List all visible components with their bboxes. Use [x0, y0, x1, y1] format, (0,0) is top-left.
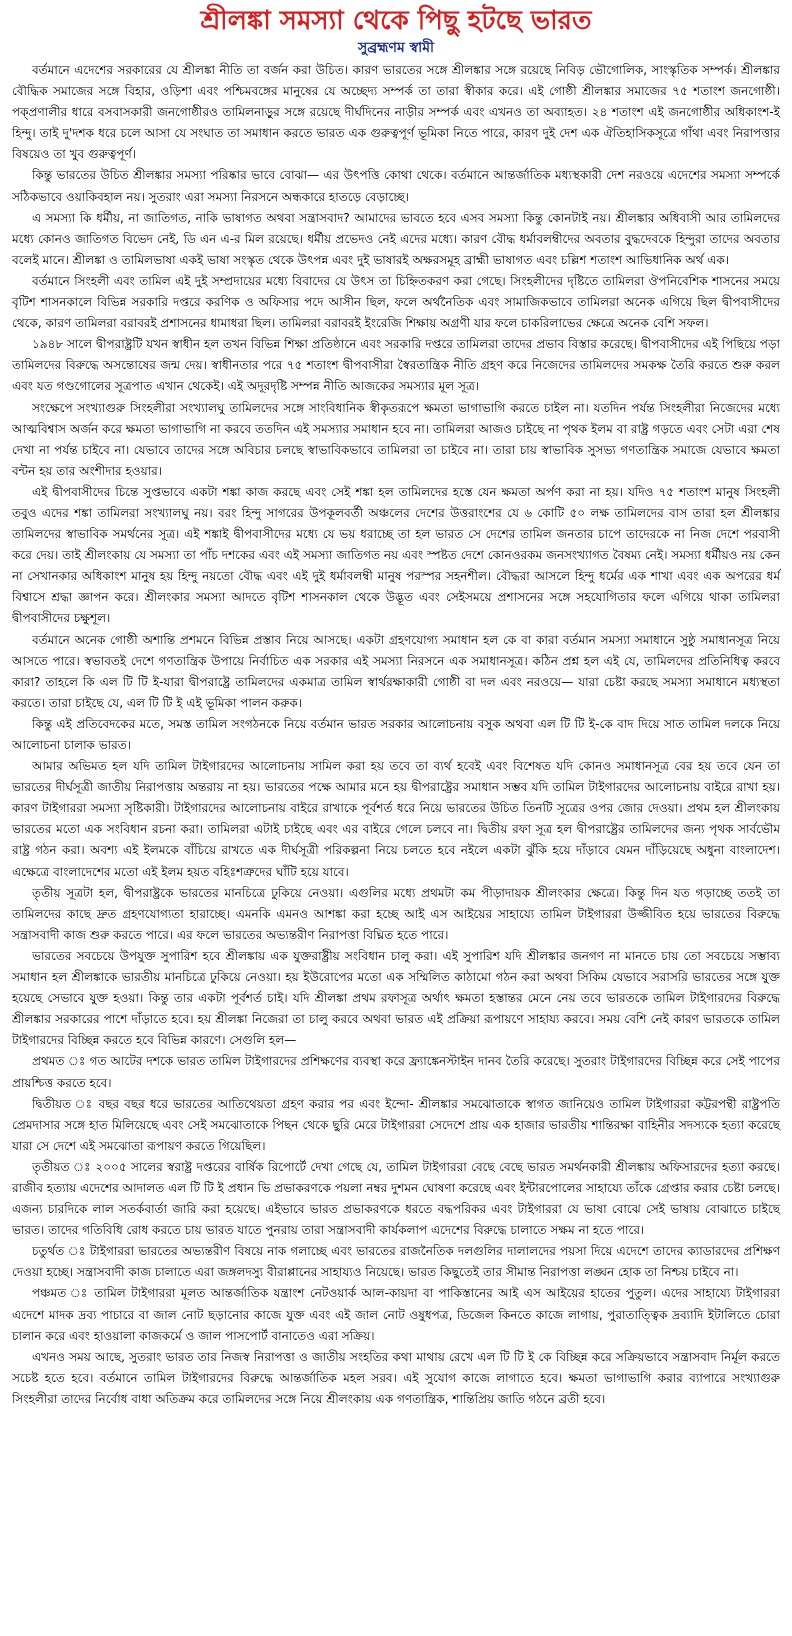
article-paragraph: দ্বিতীয়ত ঃ বছর বছর ধরে ভারতের আতিথেয়তা গ্রহণ করার পর এবং ইন্দো- শ্রীলঙ্কার সমঝোতাকে স্বাগত জানিয়েও তামিল টাইগাররা কট্টরপন্থী রাষ্ট্রপতি প্রেমদাসার সঙ্গে হাত মিলিয়েছে এবং সেই সমঝোতাকে পিছন থেকে ছুরি মেরে টাইগাররা সেদেশে প্রায় এক হাজার ভারতীয় শান্তিরক্ষা বাহিনীর সদস্যকে হত্যা করেছে যারা সে দেশে এই সমঝোতা রূপায়ণ করতে গিয়েছিল।	[12, 1096, 780, 1153]
article-paragraph: প্রথমত ঃ গত আটের দশকে ভারত তামিল টাইগারদের প্রশিক্ষণের ব্যবস্থা করে ফ্র্যাঙ্কেনস্টাইন দানব তৈরি করেছে। সুতরাং টাইগারদের বিচ্ছিন্ন করে সেই পাপের প্রায়শ্চিত্ত করতে হবে।	[12, 1054, 780, 1090]
article-paragraph: তৃতীয়ত ঃ ২০০৫ সালের স্বরাষ্ট্র দপ্তরের বার্ষিক রিপোর্টে দেখা গেছে যে, তামিল টাইগাররা বেছে বেছে ভারত সমর্থনকারী শ্রীলঙ্কায় অফিসারদের হত্যা করছে। রাজীব হত্যায় এদেশের আদালত এল টি টি ই প্রধান ভি প্রভাকরণকে পয়লা নম্বর দুশমন ঘোষণা করেছে এবং ইন্টারপোলের সাহায্যে তাঁকে গ্রেপ্তার করার চেষ্টা চলছে। এজন্য চারদিকে লাল সতর্কবার্তা জারি করা হয়েছে। এইভাবে ভারত প্রভাকরণকে ধরতে বদ্ধপরিকর এবং টাইগাররা যে ভাষা বোঝে সেই ভাষায় বোঝাতে চাইছে ভারত। তাদের গতিবিধি রোধ করতে চায় ভারত যাতে পুনরায় তারা সন্ত্রাসবাদী কার্যকলাপ এদেশের বিরুদ্ধে চালাতে সক্ষম না হতে পারে।	[12, 1159, 780, 1238]
article-paragraph: বর্তমানে এদেশের সরকারের যে শ্রীলঙ্কা নীতি তা বর্জন করা উচিত। কারণ ভারতের সঙ্গে শ্রীলঙ্কার সঙ্গে রয়েছে নিবিড় ভৌগোলিক, সাংস্কৃতিক সম্পর্ক। শ্রীলঙ্কার বৌদ্ধিক সমাজের সঙ্গে বিহার, ওড়িশা এবং পশ্চিমবঙ্গের মানুষের যে অচ্ছেদ্য সম্পর্ক তা তারা স্বীকার করে। এই গোষ্ঠী শ্রীলঙ্কার সমাজের ৭৫ শতাংশ জনগোষ্ঠী। পক্প্রণালীর ধারে বসবাসকারী জনগোষ্ঠীরও তামিলনাড়ুর সঙ্গে রয়েছে দীর্ঘদিনের নাড়ীর সম্পর্ক এবং এখনও তা অব্যাহত। ২৪ শতাংশ এই জনগোষ্ঠীর অধিকাংশ-ই হিন্দু। তাই দু'দশক ধরে চলে আসা যে সংঘাত তা সমাধান করতে ভারত এক গুরুত্বপূর্ণ ভূমিকা নিতে পারে, কারণ দুই দেশ এক ঐতিহাসিকসূত্রে গাঁথা এবং নিরাপত্তার বিষয়েও তা খুব গুরুত্বপূর্ণ।	[12, 63, 780, 162]
article-paragraph: চতুর্থত ঃ টাইগাররা ভারতের অভ্যন্তরীণ বিষয়ে নাক গলাচ্ছে এবং ভারতের রাজনৈতিক দলগুলির দালালদের পয়সা দিয়ে এদেশে তাদের ক্যাডারদের প্রশিক্ষণ দেওয়া হচ্ছে। সন্ত্রাসবাদী কাজ চালাতে এরা জঙ্গলদস্যু বীরাপ্পানের সাহায্যও নিয়েছে। ভারত কিছুতেই তার সীমান্ত নিরাপত্তা লঙ্ঘন হোক তা নিশ্চয় চাইবে না।	[12, 1244, 780, 1280]
article-paragraph: ১৯৪৮ সালে দ্বীপরাষ্ট্রটি যখন স্বাধীন হল তখন বিভিন্ন শিক্ষা প্রতিষ্ঠানে এবং সরকারি দপ্তরে তামিলরা তাদের প্রভাব বিস্তার করেছে। দ্বীপবাসীদের এই পিছিয়ে পড়া তামিলদের বিরুদ্ধে অসন্তোষের জন্ম দেয়। স্বাধীনতার পরে ৭৫ শতাংশ দ্বীপবাসীরা স্বৈরতান্ত্রিক নীতি গ্রহণ করে নিজেদের তামিলদের সমকক্ষ তৈরি করতে শুরু করল এবং যত গণ্ডগোলের সূত্রপাত এখান থেকেই। এই অদূরদৃষ্টি সম্পন্ন নীতি আজকের সমস্যার মূল সূত্র।	[12, 337, 780, 394]
article-title: শ্রীলঙ্কা সমস্যা থেকে পিছু হটছে ভারত	[200, 6, 592, 36]
article-paragraph: পঞ্চমত ঃ তামিল টাইগাররা মূলত আন্তর্জাতিক যন্ত্রাংশ নেটওয়ার্ক আল-কায়দা বা পাকিস্তানের আই এস আইয়ের হাতের পুতুল। এদের সাহায্যে টাইগাররা এদেশে মাদক দ্রব্য পাচারে বা জাল নোট ছড়ানোর কাজে যুক্ত এবং এই জাল নোট ওষুধপত্র, ডিজেল কিনতে কাজে লাগায়, পুরাতাত্ত্বিক দ্রব্যাদি ইটালিতে চোরা চালান করে এবং হাওয়ালা কাজকর্মে ও জাল পাসপোর্ট বানাতেও এরা সক্রিয়।	[12, 1286, 780, 1343]
article-paragraph: এই দ্বীপবাসীদের চিন্তে সুপ্তভাবে একটা শঙ্কা কাজ করছে এবং সেই শঙ্কা হল তামিলদের হস্তে যেন ক্ষমতা অর্পণ করা না হয়। যদিও ৭৫ শতাংশ মানুষ সিংহলী তবুও এদের শঙ্কা তামিলরা সংখ্যালঘু নয়। বরং হিন্দু সাগরের উপকূলবর্তী অঞ্চলের দেশের উত্তরাংশের যে ৬ কোটি ৫০ লক্ষ তামিলদের বাস তারা হল শ্রীলঙ্কার তামিলদের স্বাভাবিক সমর্থনের সূত্র। এই শঙ্কাই দ্বীপবাসীদের মধ্যে যে ভয় ধরাচ্ছে তা হল ভারত সে দেশের তামিল জনতার চাপে তাদেরকে না নিজ দেশে পরবাসী করে দেয়। তাই শ্রীলংকায় যে সমস্যা তা পাঁচ দশকের এবং এই সমস্যা জাতিগত নয় এবং স্পষ্টত দেশে কোনওরকম জনসংখ্যাগত বৈষম্য নেই। সমস্যা ধর্মীয়ও নয় কেন না সেখানকার অধিকাংশ মানুষ হয় হিন্দু নয়তো বৌদ্ধ এবং এই দুই ধর্মাবলম্বী মানুষ পরস্পর সহনশীল। বৌদ্ধরা আসলে হিন্দু ধর্মের এক শাখা এবং এক অপরের ধর্ম বিশ্বাসে শ্রদ্ধা জ্ঞাপন করে। শ্রীলংকার সমস্যা আদতে বৃটিশ শাসনকাল থেকে উদ্ভূত এবং সেইসময়ে প্রশাসনের সঙ্গে সহযোগিতার ফলে এগিয়ে থাকা তামিলরা দ্বীপবাসীদের চক্ষুশূল।	[12, 484, 780, 626]
article-paragraph: কিন্তু এই প্রতিবেদকের মতে, সমস্ত তামিল সংগঠনকে নিয়ে বর্তমান ভারত সরকার আলোচনায় বসুক অথবা এল টি টি ই-কে বাদ দিয়ে সাত তামিল দলকে নিয়ে আলোচনা চালাক ভারত।	[12, 716, 781, 752]
article-paragraph: এখনও সময় আছে, সুতরাং ভারত তার নিজস্ব নিরাপত্তা ও জাতীয় সংহতির কথা মাথায় রেখে এল টি টি ই কে বিচ্ছিন্ন করে সক্রিয়ভাবে সন্ত্রাসবাদ নির্মূল করতে সচেষ্ট হতে হবে। বর্তমানে তামিল টাইগারদের বিরুদ্ধে আন্তর্জাতিক মহল সরব। এই সুযোগ কাজে লাগাতে হবে। ক্ষমতা ভাগাভাগি করার ব্যাপারে সংখ্যাগুরু সিংহলীরা তাদের নির্বোধ বাধা অতিক্রম করে তামিলদের সঙ্গে নিয়ে শ্রীলংকায় এক গণতান্ত্রিক, শান্তিপ্রিয় জাতি গঠনে ব্রতী হবে।	[12, 1349, 780, 1406]
article-paragraph: এ সমস্যা কি ধর্মীয়, না জাতিগত, নাকি ভাষাগত অথবা সন্ত্রাসবাদ? আমাদের ভাবতে হবে এসব সমস্যা কিন্তু কোনটাই নয়। শ্রীলঙ্কার অধিবাসী আর তামিলদের মধ্যে কোনও জাতিগত বিভেদ নেই, ডি এন এ-র মিল রয়েছে। ধর্মীয় প্রভেদও নেই এদের মধ্যে। কারণ বৌদ্ধ ধর্মাবলম্বীদের অবতার বুদ্ধদেবকে হিন্দুরা তাদের অবতার বলেই মানে। শ্রীলঙ্কা ও তামিলভাষা একই ভাষা সংস্কৃত থেকে উৎপন্ন এবং দুই ভাষারই অক্ষরসমূহ ব্রাহ্মী ভাষাগত এবং চল্লিশ শতাংশ আভিধানিক অর্থ এক।	[12, 210, 780, 267]
article-paragraph: কিন্তু ভারতের উচিত শ্রীলঙ্কার সমস্যা পরিষ্কার ভাবে বোঝা— এর উৎপত্তি কোথা থেকে। বর্তমানে আন্তর্জাতিক মধ্যস্থকারী দেশ নরওয়ে এদেশের সমস্যা সম্পর্কে সঠিকভাবে ওয়াকিবহাল নয়। সুতরাং এরা সমস্যা নিরসনে অন্ধকারে হাতড়ে বেড়াচ্ছে।	[12, 168, 780, 204]
article-paragraph: তৃতীয় সূত্রটা হল, দ্বীপরাষ্ট্রকে ভারতের মানচিত্রে ঢুকিয়ে নেওয়া। এগুলির মধ্যে প্রথমটা কম পীড়াদায়ক শ্রীলংকার ক্ষেত্রে। কিন্তু দিন যত গড়াচ্ছে ততই তা তামিলদের কাছে দ্রুত গ্রহণযোগ্যতা হারাচ্ছে। এমনকি এমনও আশঙ্কা করা হচ্ছে আই এস আইয়ের সাহায্যে তামিল টাইগাররা উজ্জীবিত হয়ে ভারতের বিরুদ্ধে সন্ত্রাসবাদী কাজ শুরু করতে পারে। এর ফলে ভারতের অভ্যন্তরীণ নিরাপত্তা বিঘ্নিত হতে পারে।	[12, 885, 780, 942]
article-body	[12, 60, 780, 1410]
article-author: সুব্রহ্মণম স্বামী	[357, 40, 435, 56]
article-paragraph: ভারতের সবচেয়ে উপযুক্ত সুপারিশ হবে শ্রীলঙ্কায় এক যুক্তরাষ্ট্রীয় সংবিধান চালু করা। এই সুপারিশ যদি শ্রীলঙ্কার জনগণ না মানতে চায় তো সবচেয়ে সম্ভাব্য সমাধান হল শ্রীলঙ্কাকে ভারতীয় মানচিত্রে ঢুকিয়ে নেওয়া। হয় ইউরোপের মতো এক সম্মিলিত কাঠামো গঠন করা অথবা সিকিম যেভাবে সরাসরি ভারতের সঙ্গে যুক্ত হয়েছে সেভাবে যুক্ত হওয়া। কিন্তু তার একটা পূর্বশর্ত চাই। যদি শ্রীলঙ্কা প্রথম রফাসূত্র অর্থাৎ ক্ষমতা হস্তান্তর মেনে নেয় তবে ভারতকে তামিল টাইগারদের বিরুদ্ধে শ্রীলঙ্কার সরকারের পাশে দাঁড়াতে হবে। হয় শ্রীলঙ্কা নিজেরা তা চালু করবে অথবা ভারত এই প্রক্রিয়া রূপায়ণে সাহায্য করবে। সময় বেশি নেই কারণ ভারতকে তামিল টাইগারদের বিচ্ছিন্ন করতে হবে বিভিন্ন কারণে। সেগুলি হল—	[12, 948, 780, 1048]
article-paragraph: আমার অভিমত হল যদি তামিল টাইগারদের আলোচনায় সামিল করা হয় তবে তা ব্যর্থ হবেই এবং বিশেষত যদি কোনও সমাধানসূত্র বের হয় তবে যেন তা ভারতের দীর্ঘসূত্রী জাতীয় নিরাপত্তায় অন্তরায় না হয়। ভারতের পক্ষে আমার মনে হয় দ্বীপরাষ্ট্রের সমাধান সম্ভব যদি তামিল টাইগারদের আলোচনায় বাইরে রাখা হয়। কারণ টাইগাররা সমস্যা সৃষ্টিকারী। টাইগারদের আলোচনায় বাইরে রাখাকে পূর্বশর্ত ধরে নিয়ে ভারতের উচিত তিনটি সূত্রের ওপর জোর দেওয়া। প্রথম হল শ্রীলংকায় ভারতের মতো এক সংবিধান রচনা করা। তামিলরা এটাই চাইছে এবং এর বাইরে গেলে চলবে না। দ্বিতীয় রফা সূত্র হল দ্বীপরাষ্ট্রের তামিলদের জন্য পৃথক সার্বভৌম রাষ্ট্র গঠন করা। অবশ্য এই ইলমকে বাঁচিয়ে রাখতে এক দীর্ঘসূত্রী পরিকল্পনা নিয়ে চলতে হবে নইলে একটা ঝুঁকি হয়ে দাঁড়াবে যেমন দাঁড়িয়েছে অধুনা বাংলাদেশ। এক্ষেত্রে বাংলাদেশের মতো এই ইলম হয়ত বহিঃশত্রুদের ঘাঁটি হয়ে যাবে।	[12, 759, 780, 879]
article-paragraph: বর্তমানে অনেক গোষ্ঠী অশান্তি প্রশমনে বিভিন্ন প্রস্তাব নিয়ে আসছে। একটা গ্রহণযোগ্য সমাধান হল কে বা কারা বর্তমান সমস্যা সমাধানে সুষ্ঠু সমাধানসূত্র নিয়ে আসতে পারে। স্বভাবতই দেশে গণতান্ত্রিক উপায়ে নির্বাচিত এক সরকার এই সমস্যা নিরসনে এক সমাধানসূত্র। কঠিন প্রশ্ন হল এই যে, তামিলদের প্রতিনিধিত্ব করবে কারা? তাহলে কি এল টি টি ই-যারা দ্বীপরাষ্ট্রে তামিলদের একমাত্র তামিল স্বার্থরক্ষাকারী গোষ্ঠী বা দল এবং নরওয়ে— যারা চেষ্টা করছে সমস্যা সমাধানে মধ্যস্থতা করতে। তারা চাইছে যে, এল টি টি ই এই ভূমিকা পালন করুক।	[12, 632, 780, 710]
article-paragraph: সংক্ষেপে সংখ্যাগুরু সিংহলীরা সংখ্যালঘু তামিলদের সঙ্গে সাংবিধানিক স্বীকৃতরূপে ক্ষমতা ভাগাভাগি করতে চাইল না। যতদিন পর্যন্ত সিংহলীরা নিজেদের মধ্যে আত্মবিশ্বাস অর্জন করে ক্ষমতা ভাগাভাগি না করবে ততদিন এই সমস্যার সমাধান হবে না। তামিলরা আজও চাইছে না পৃথক ইলম বা রাষ্ট্র গড়তে এবং সেটা এরা শেষ দেখা না পর্যন্ত চাইবে না। যেভাবে তাদের সঙ্গে অবিচার চলছে স্বাভাবিকভাবে তামিলরা তা চাইবে না। তারা চায় স্বাভাবিক সুসভ্য গণতান্ত্রিক সমাজে যেভাবে ক্ষমতা বন্টন হয় তার অংশীদার হওয়ার।	[12, 400, 780, 478]
article-paragraph: বর্তমানে সিংহলী এবং তামিল এই দুই সম্প্রদায়ের মধ্যে বিবাদের যে উৎস তা চিহ্নিতকরণ করা গেছে। সিংহলীদের দৃষ্টিতে তামিলরা ঔপনিবেশিক শাসনের সময়ে বৃটিশ শাসনকালে বিভিন্ন সরকারি দপ্তরে করণিক ও অফিসার পদে আসীন ছিল, ফলে অর্থনৈতিক এবং সামাজিকভাবে তামিলরা অনেক এগিয়ে ছিল দ্বীপবাসীদের থেকে, কারণ তামিলরা বরাবরই প্রশাসনের ধামাধরা ছিল। তামিলরা বরাবরই ইংরেজি শিক্ষায় অগ্রণী যার ফলে চাকরিলাভের ক্ষেত্রে অনেক বেশি সফল।	[12, 273, 780, 331]
